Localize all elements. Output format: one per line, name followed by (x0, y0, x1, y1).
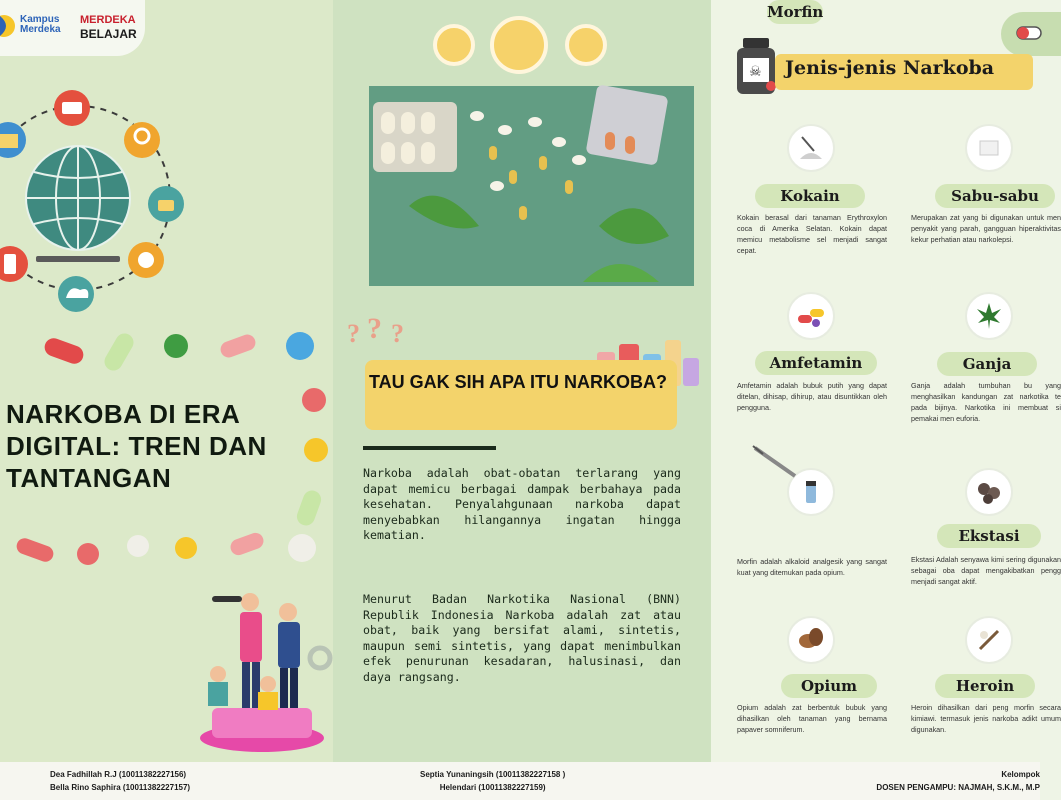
kampus-merdeka-logo-icon (0, 12, 18, 42)
svg-text:?: ? (367, 312, 382, 345)
people-illustration (192, 588, 332, 758)
pills-icon (787, 292, 835, 340)
kampus-merdeka-logo-text: Kampus Merdeka (20, 14, 61, 35)
footer-members-middle (420, 768, 565, 794)
section-title: Jenis-jenis Narkoba (785, 57, 995, 79)
capsule-badge (1001, 12, 1061, 56)
drug-name: Kokain (755, 184, 865, 208)
footer-lecturer (846, 768, 1040, 794)
crystal-icon (965, 124, 1013, 172)
drug-name: Ekstasi (937, 524, 1041, 548)
drug-name: Morfin (767, 0, 823, 24)
drug-description: Ekstasi Adalah senyawa kimi sering digunakan sebagai oba dapat mengakibatkan pengg menjadi sangat aktif. (911, 555, 1061, 586)
syringe-icon (751, 442, 801, 482)
svg-text:?: ? (347, 319, 360, 348)
drug-description: Morfin adalah alkaloid analgesik yang sangat kuat yang ditemukan pada opium. (737, 557, 887, 577)
definition-paragraph: Narkoba adalah obat-obatan terlarang yang dapat memicu berbagai dampak berbahaya pada kesehatan. Penyalahgunaan narkoba dapat menyebabkan hilangannya ingatan hingga kematian. (363, 466, 681, 543)
decor-dot (490, 16, 548, 74)
tablet-icon (965, 468, 1013, 516)
digital-globe-illustration (0, 88, 200, 316)
divider (363, 446, 496, 450)
drug-description: Kokain berasal dari tanaman Erythroxylon coca di Amerika Selatan. Kokain dapat memicu metabolisme sel menjadi sangat cepat. (737, 213, 887, 255)
member-name: Dea Fadhillah R.J (10011382227156) (50, 770, 187, 779)
capsule-icon (1015, 22, 1043, 44)
drug-name: Opium (781, 674, 877, 698)
drug-name: Amfetamin (755, 351, 877, 375)
heroin-icon (965, 616, 1013, 664)
svg-text:☠: ☠ (749, 64, 762, 80)
member-name: Helendari (10011382227159) (439, 783, 546, 792)
poppy-icon (787, 616, 835, 664)
drug-description: Ganja adalah tumbuhan bu yang menghasilkan kandungan zat narkotika te pada bijinya. Narkotika ini membuat si pemakai men euforia. (911, 381, 1061, 423)
member-name: Bella Rino Saphira (10011382227157) (50, 783, 191, 792)
drug-name: Heroin (935, 674, 1035, 698)
belajar-logo-text: BELAJAR (80, 27, 137, 41)
page-title: NARKOBA DI ERA DIGITAL: TREN DAN TANTANGAN (6, 399, 267, 493)
lecturer-name: DOSEN PENGAMPU: NAJMAH, S.K.M., M.P (876, 783, 1040, 792)
question-title: TAU GAK SIH APA ITU NARKOBA? (369, 372, 667, 392)
footer (0, 762, 1040, 800)
member-name: Septia Yunaningsih (10011382227158 ) (420, 770, 566, 779)
drug-description: Opium adalah zat berbentuk bubuk yang dihasilkan oleh tanaman yang bernama papaver somniferum. (737, 703, 887, 734)
drug-description: Merupakan zat yang bi digunakan untuk men penyakit yang parah, gangguan hiperaktivitas kekur perhatian atau narkolepsi. (911, 213, 1061, 244)
logo-bar (0, 0, 145, 56)
footer-members-left (50, 768, 190, 794)
leaf-icon (965, 292, 1013, 340)
drug-name: Sabu-sabu (935, 184, 1055, 208)
decor-dot (433, 24, 475, 66)
decor-dot (565, 24, 607, 66)
right-panel (711, 0, 1061, 762)
group-label: Kelompok (1001, 770, 1040, 779)
pills-leaves-photo (369, 86, 694, 286)
drug-description: Heroin dihasilkan dari peng morfin secara kimiawi. termasuk jenis narkoba adikt umum digunakan. (911, 703, 1061, 734)
question-marks-icon (347, 312, 417, 350)
bnn-definition-paragraph: Menurut Badan Narkotika Nasional (BNN) Republik Indonesia Narkoba adalah zat atau obat, baik yang bersifat alami, sintetis, maupun semi sintetis, yang dapat menimbulkan efek penurunan kesadaran, halusinasi, dan daya rangsang. (363, 592, 681, 684)
merdeka-logo-text: MERDEKA (80, 14, 136, 26)
drug-description: Amfetamin adalah bubuk putih yang dapat ditelan, dihisap, dihirup, atau disuntikkan oleh pengguna. (737, 381, 887, 412)
drug-name: Ganja (937, 352, 1037, 376)
svg-text:?: ? (391, 319, 404, 348)
powder-icon (787, 124, 835, 172)
middle-panel (333, 0, 711, 762)
left-panel (0, 0, 333, 762)
